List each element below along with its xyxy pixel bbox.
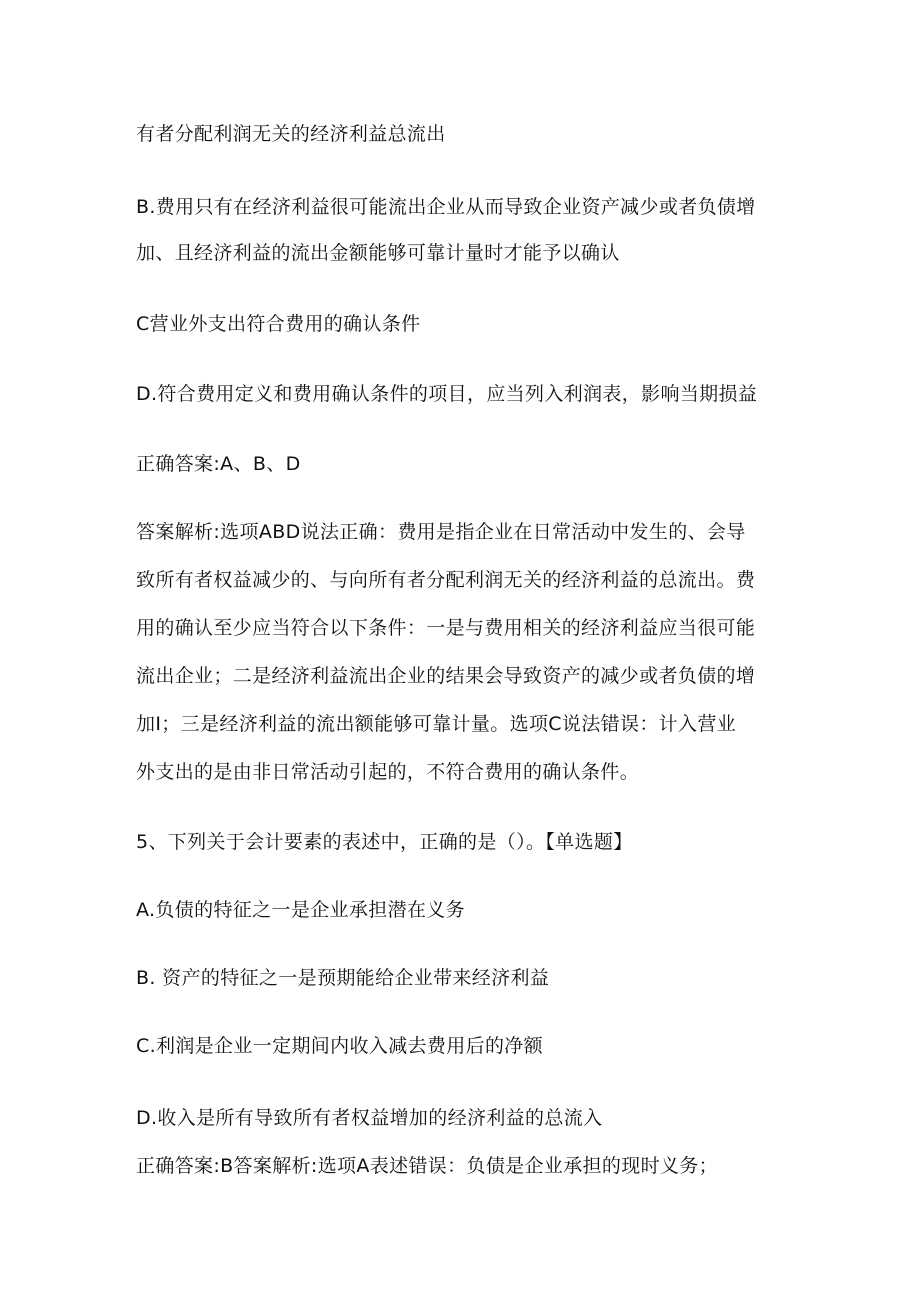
explanation-line-4: 流出企业；二是经济利益流出企业的结果会导致资产的减少或者负债的增 [136,665,756,687]
q5-option-b-line: B. 资产的特征之一是预期能给企业带来经济利益 [136,967,550,989]
text-line-1: 有者分配利润无关的经济利益总流出 [136,123,446,145]
explanation-line-6: 外支出的是由非日常活动引起的，不符合费用的确认条件。 [136,761,640,783]
question-5-line: 5、下列关于会计要素的表述中，正确的是（）。【单选题】 [136,831,633,853]
q5-option-a-line: A.负债的特征之一是企业承担潜在义务 [136,899,466,921]
explanation-line-5: 加I；三是经济利益的流出额能够可靠计量。选项C说法错误：计入营业 [136,713,737,735]
option-b-line-2: 加、且经济利益的流出金额能够可靠计量时才能予以确认 [136,242,620,264]
option-b-line-1: B.费用只有在经济利益很可能流出企业从而导致企业资产减少或者负债增 [136,196,756,218]
q5-option-c-line: C.利润是企业一定期间内收入减去费用后的净额 [136,1035,544,1057]
option-c-line: C营业外支出符合费用的确认条件 [136,313,421,335]
explanation-line-3: 用的确认至少应当符合以下条件：一是与费用相关的经济利益应当很可能 [136,617,756,639]
q5-answer-line: 正确答案:B答案解析:选项A表述错误：负债是企业承担的现时义务； [136,1155,719,1177]
option-d-line: D.符合费用定义和费用确认条件的项目，应当列入利润表，影响当期损益 [136,383,758,405]
q5-option-d-line: D.收入是所有导致所有者权益增加的经济利益的总流入 [136,1107,603,1129]
explanation-line-1: 答案解析:选项ABD说法正确：费用是指企业在日常活动中发生的、会导 [136,521,746,543]
explanation-line-2: 致所有者权益减少的、与向所有者分配利润无关的经济利益的总流出。费 [136,569,756,591]
correct-answer-line: 正确答案:A、B、D [136,453,301,475]
